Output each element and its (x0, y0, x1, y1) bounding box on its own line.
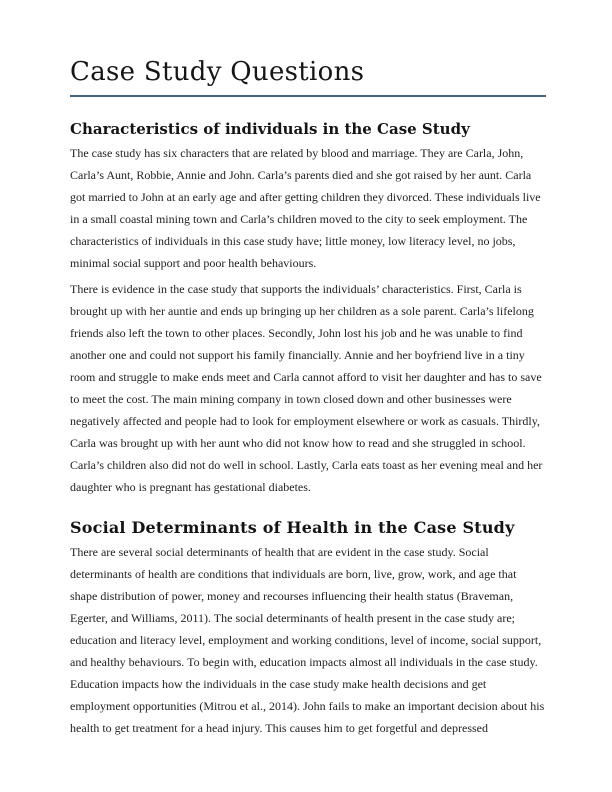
section-characteristics (70, 120, 546, 498)
section-heading: Social Determinants of Health in the Case Study (70, 517, 515, 537)
section-social-determinants (70, 518, 546, 739)
title-underline (70, 95, 546, 97)
section-heading: Characteristics of individuals in the Case Study (70, 119, 470, 138)
page-title: Case Study Questions (70, 57, 365, 87)
paragraph: There is evidence in the case study that supports the individuals’ characteristics. First, Carla is brought up with her auntie and ends up bringing up her children as a sole parent. Carla’s lifelong friends also left the town to other places. Secondly, John lost his job and he was unable to find another one and could not support his family financially. Annie and her boyfriend live in a tiny room and struggle to make ends meet and Carla cannot afford to visit her daughter and has to save to meet the cost. The main mining company in town closed down and other businesses were negatively affected and people had to look for employment elsewhere or work as casuals. Thirdly, Carla was brought up with her aunt who did not know how to read and she struggled in school. Carla’s children also did not do well in school. Lastly, Carla eats toast as her evening meal and her daughter who is pregnant has gestational diabetes. (70, 281, 543, 494)
paragraph: There are several social determinants of health that are evident in the case study. Social determinants of health are conditions that individuals are born, live, grow, work, and age that shape distribution of power, money and recourses influencing their health status (Braveman, Egerter, and Williams, 2011). The social determinants of health present in the case study are; education and literacy level, employment and working conditions, level of income, social support, and healthy behaviours. To begin with, education impacts almost all individuals in the case study. Education impacts how the individuals in the case study make health decisions and get employment opportunities (Mitrou et al., 2014). John fails to make an important decision about his health to get treatment for a head injury. This causes him to get forgetful and depressed (70, 545, 545, 736)
paragraph: The case study has six characters that are related by blood and marriage. They are Carla, John, Carla’s Aunt, Robbie, Annie and John. Carla’s parents died and she got raised by her aunt. Carla got married to John at an early age and after getting children they divorced. These individuals live in a small coastal mining town and Carla’s children moved to the city to seek employment. The characteristics of individuals in this case study have; little money, low literacy level, no jobs, minimal social support and poor health behaviours. (70, 145, 541, 270)
